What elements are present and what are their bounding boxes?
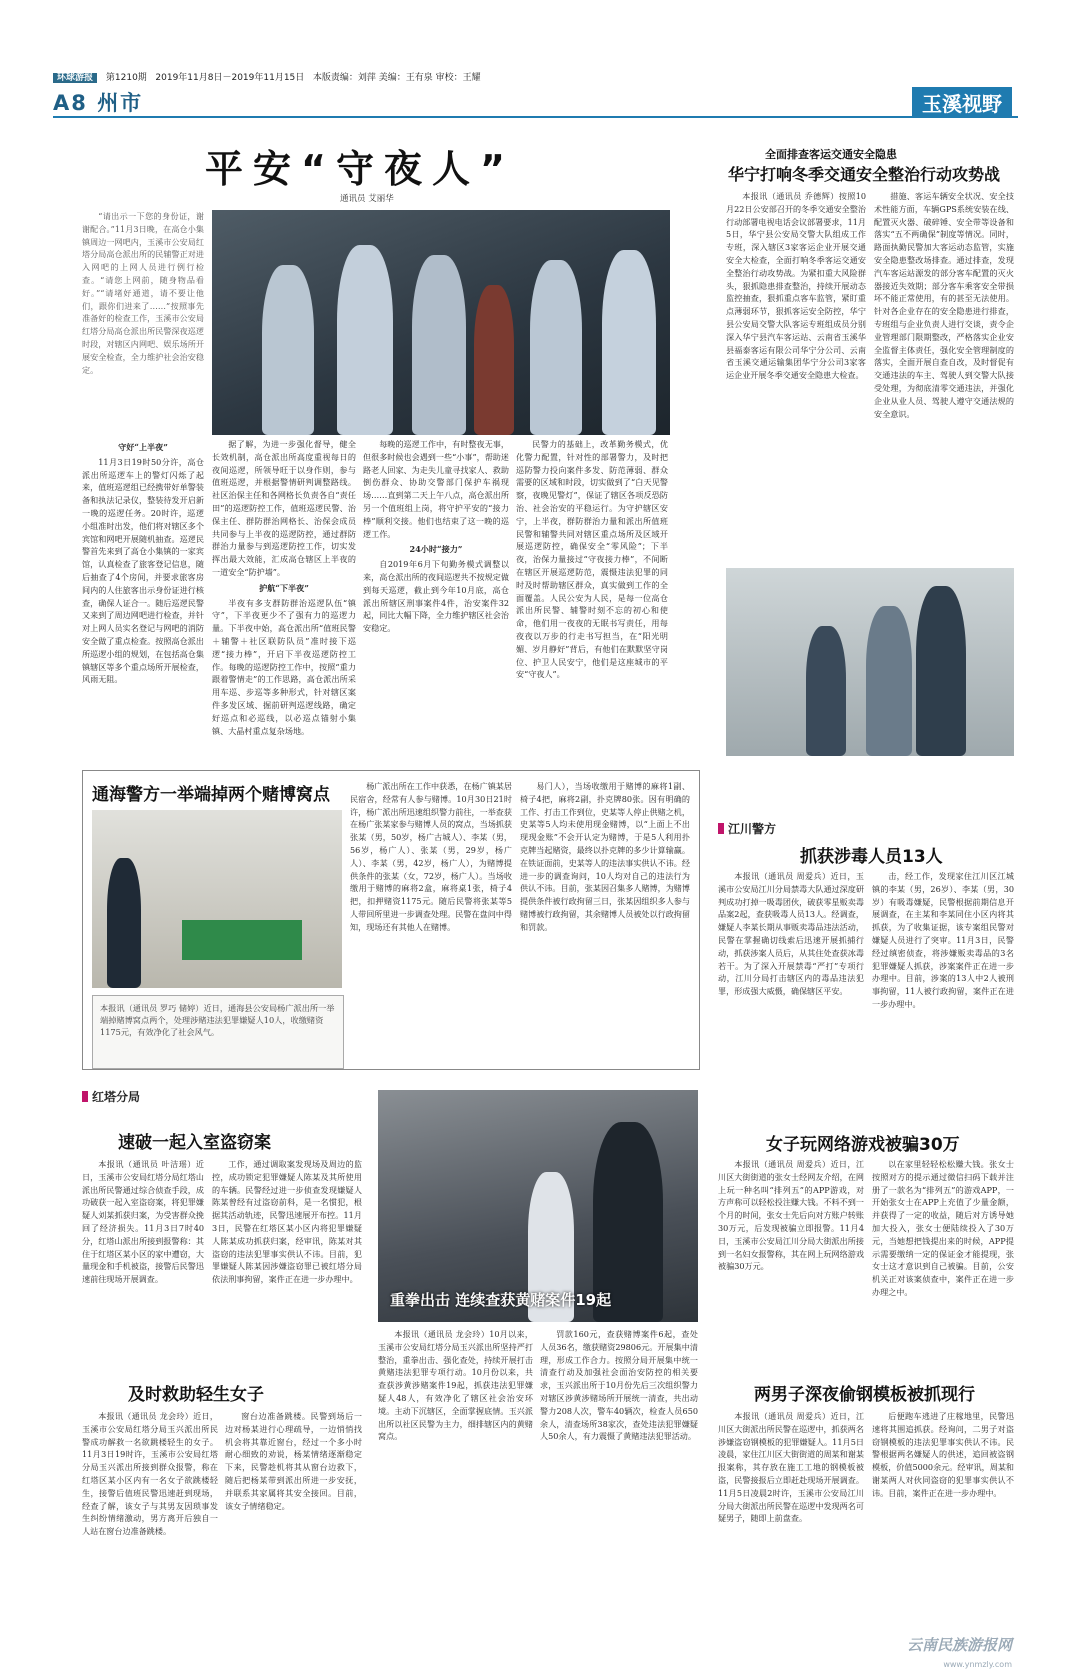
bus-inspection-photo xyxy=(726,568,1014,756)
page-number: A8 xyxy=(53,91,88,115)
page-name: 州市 xyxy=(97,91,144,115)
night-patrol-photo xyxy=(212,210,670,435)
issue-number: 第1210期 xyxy=(105,73,147,83)
gambling-caption: 本报讯（通讯员 罗巧 储婷）近日，通海县公安局杨广派出所一举端掉赌博窝点两个，处理涉赌违法犯罪嫌疑人10人，收缴赌资1175元，有效净化了社会风气。 xyxy=(92,995,344,1069)
burglary-col-1: 本报讯（通讯员 叶洁瑶）近日，玉溪市公安局红塔分局红塔山派出所民警通过综合侦查手段，成功破获一起入室盗窃案，将犯罪嫌疑人刘某抓获归案，为受害群众挽回了经济损失。11月3日7时40分，红塔山派出所接到报警称：其住于红塔区某小区的家中遭窃，大量现金和手机被盗，接警后民警迅速前往现场开展调查。 xyxy=(82,1159,204,1285)
gambling-col-2: 易门人），当场收缴用于赌博的麻将1副、椅子4把，麻将2副，扑克牌80张。因有明确的工作、打击工作到位，史某等人停止供赌之机，史某等5人均未使用现金赌博，以“上面上不出现现金账”不会开认定为赌博，于是5人利用扑克牌当起赌资，最终以扑克牌的多少计算输赢。在铁证面前，史某等人的违法事实供认不讳。经进一步的调查询问，10人均对自己的违法行为供认不讳。目前，张某因召集多人赌博，为赌博提供条件被行政拘留三日，张某因组织多人参与赌博被行政拘留，其余赌博人员被处以行政拘留和罚款。 xyxy=(520,781,690,932)
section-label: 玉溪视野 xyxy=(912,87,1012,118)
paper-logo: 环球游报 xyxy=(53,73,97,83)
main-intro: “请出示一下您的身份证，谢谢配合。”11月3日晚，在高仓小集镇周边一网吧内，玉溪市公安局红塔分局高仓派出所的民辅警正对进入网吧的上网人员进行例行检查。“请您上网前，随身物品看好。”“请堵好通道，请不要让他们，跟你们进来了……”按照事先准备好的检查工作，玉溪市公安局红塔分局高仓派出所民警深夜巡逻时段，对辖区内网吧、娱乐场所开展安全检查，全力维护社会治安稳定。 xyxy=(82,211,204,375)
steel-headline: 两男子深夜偷钢模板被抓现行 xyxy=(754,1385,975,1405)
drugs-headline: 抓获涉毒人员13人 xyxy=(800,847,943,867)
drugs-col-2: 击，经工作，发现家住江川区江城镇的李某（男，26岁）、李某（男，30岁）有吸毒嫌疑，民警根据前期信息开展调查，在主某和李某同住小区内将其抓获，为了收集证据，该专案组民警对嫌疑人员进行了突审。11月3日，民警经过缜密侦查，将涉嫌贩卖毒品的3名犯罪嫌疑人抓获，涉案案件正在进一步办理中。目前，涉案的13人中2人被刑事拘留，11人被行政拘留，案件正在进一步办理中。 xyxy=(872,871,1014,1009)
main-col-4: 民警力的基础上，改革勤务模式，优化警力配置，针对性的部署警力，及时把巡防警力投向案件多发、防范薄弱、群众需要的区域和时段，切实做到了“白天见警察，夜晚见警灯”，保证了辖区各项反恐防治、社会治安的平稳运行。为守护辖区安宁，上半夜，群防群治力量和派出所值班民警和辅警共同对辖区重点场所及区域开展巡逻防控，确保安全“零风险”；下半夜，治保力量接过“守夜接力棒”，不间断在辖区开展巡逻防范，震慑违法犯罪的同时及时帮助辖区群众，真实做到工作的全面覆盖。人民公安为人民，是每一位高仓派出所民警、辅警时刻不忘的初心和使命，他们用一夜夜的无眠书写责任，用每夜夜以万步的行走书写担当，在“阳光明媚、岁月静好”背后，有他们在默默坚守岗位、护卫人民安宁，他们是这座城市的平安“守夜人”。 xyxy=(516,439,668,680)
main-byline: 通讯员 艾丽华 xyxy=(340,194,394,204)
right-col-1: 本报讯（通讯员 乔德辉）按照10月22日公安部召开的冬季交通安全整治行动部署电视电话会议部署要求，11月5日，华宁县公安局交警大队组成工作专班，深入辖区3家客运企业开展交通安全大检查，全面打响冬季客运交通安全整治行动攻势战。为紧扣重大风险群头，狠抓隐患排查整治，持续开展动态监控抽查，狠抓重点客车监管，紧盯重点薄弱环节，狠抓客运安全防控，华宁县公安局交警大队客运专班组成员分别深入华宁县汽车客运站、云南省玉溪华县福泰客运有限公司华宁分公司、云南省玉溪交通运输集团华宁分公司3家客运企业开展冬季交通安全隐患大检查。 xyxy=(726,191,866,381)
site-watermark: 云南民族游报网 xyxy=(906,1636,1012,1654)
page-title xyxy=(53,87,143,117)
main-col-2: 据了解，为进一步强化督导，健全长效机制，高仓派出所高度重视每日的夜间巡逻，所领导旺于以身作则，参与值班巡逻，并根据警情研判调整路线。社区治保主任和各网格长负责各自“责任田”的巡逻防控工作，值班巡逻民警、治保主任、群防群治网格长、治保会成员共同参与上半夜的巡逻防控，通过群防群治力量参与到巡逻防控工作，切实发挥出最大效能，汇成高仓辖区上半夜的一道安全“防护墙”。 护航“下半夜” 半夜有多支群防群治巡逻队伍“镇守”，下半夜更少不了强有力的巡逻力量。下半夜中始，高仓派出所“值班民警＋辅警＋社区联防队员”准时接下巡逻“接力棒”，开启下半夜巡逻防控工作。每晚的巡逻防控工作中，按照“重力跟着警情走”的工作思路，高仓派出所采用车巡、步巡等多种形式，针对辖区案件多发区域、掘前研判巡逻线路，确定好巡点和必巡线，以必巡点锚射小集镇、大晶村重点复杂场地。 xyxy=(212,439,356,736)
crackdown-photo xyxy=(378,1090,698,1322)
right-headline: 华宁打响冬季交通安全整治行动攻势战 xyxy=(728,165,1001,184)
right-kicker: 全面排查客运交通安全隐患 xyxy=(765,148,897,161)
steel-col-2: 后便跑车逃进了庄稼地里，民警迅速将其围追抓获。经询问，二男子对盗窃钢模板的违法犯罪事实供认不讳。民警根据两名嫌疑人的供述，追回被盗钢模板，价值5000余元。经审讯，周某和谢某两人对伙同盗窃的犯罪事实供认不讳。目前，案件正在进一步办理中。 xyxy=(872,1411,1014,1498)
site-watermark-url: www.ynmzly.com xyxy=(943,1660,1012,1669)
hongta-section-tag: 红塔分局 xyxy=(82,1088,140,1105)
gambling-col-1: 杨广派出所在工作中获悉，在杨广镇某居民宿舍，经常有人参与赌博。10月30日21时许，杨广派出所迅速组织警力前往，一举查获在杨广张某家参与赌博人员的窝点，当场抓获张某（男，50岁，杨广古城人）、李某（男，56岁，杨广人）、张某（男，29岁，杨广人）、李某（男，42岁，杨广人），为赌博提供条件的张某（女，72岁，杨广人）。当场收缴用于赌博的麻将2盒，麻将桌1张，椅子4把，扣押赌资1175元。随后民警将张某等5人带回所里进一步调查处理。民警在盘问中得知，现场还有其他人在赌博。 xyxy=(350,781,512,932)
issue-dates: 2019年11月8日－2019年11月15日 xyxy=(155,73,305,83)
burglary-col-2: 工作，通过调取案发现场及周边的监控，成功锁定犯罪嫌疑人陈某及其所使用的车辆。民警经过进一步侦查发现嫌疑人陈某曾经有过盗窃前科，是一名惯犯，根据其活动轨迹，民警迅速展开布控。11月3日，民警在红塔区某小区内将犯罪嫌疑人陈某成功抓获归案，经审讯，陈某对其盗窃的违法犯罪事实供认不讳。目前，犯罪嫌疑人陈某因涉嫌盗窃罪已被红塔分局依法刑事拘留，案件正在进一步办理中。 xyxy=(212,1159,362,1285)
drugs-col-1: 本报讯（通讯员 周爱兵）近日，玉溪市公安局江川分局禁毒大队通过深度研判成功打掉一吸毒团伙，破获零星贩卖毒品案2起，查获吸毒人员13人。经调查，嫌疑人李某长期从事贩卖毒品违法活动，民警在掌握确切线索后迅速开展抓捕行动，抓获涉案人员后，从其住处查获冰毒若干。为了深入开展禁毒“严打”专项行动，江川分局打击辖区内的毒品违法犯罪，形成强大威慑，确保辖区平安。 xyxy=(718,871,864,997)
rescue-col-1: 本报讯（通讯员 龙会玲）近日，玉溪市公安局红塔分局玉兴派出所民警成功解救一名欲跳楼轻生的女子。11月3日19时许，玉溪市公安局红塔分局玉兴派出所接到群众报警，称在红塔区某小区内有一名女子欲跳楼轻生，接警后值班民警迅速赶到现场，经查了解，该女子与其男友因琐事发生纠纷情绪激动，男方离开后独自一人站在窗台边准备跳楼。 xyxy=(82,1411,218,1537)
fraud-headline: 女子玩网络游戏被骗30万 xyxy=(766,1135,960,1155)
right-col-2: 措施、客运车辆安全状况、安全技术性能方面，车辆GPS系统安装在线、配置灭火器、破碎锤、安全带等设备和落实“五不两确保”制度等情况。同时，路面执勤民警加大客运动态监管，实施安全隐患整改场排查。通过排查，发现汽车客运站源发的部分客车配置的灭火器接近失效期；部分客车乘客安全带损坏不能正常使用，有的甚至无法使用。针对各企业存在的安全隐患进行排查，专班组与企业负责人进行交谈，责令企业管理部门限期整改，严格落实企业安全监督主体责任，强化安全管理制度的落实，全面开展自查自改，及时督促有交通违法的车主、驾驶人到交警大队接受处理，为彻底清零交通违法，并强化企业从业人员、驾驶人遵守交通法规的安全意识。 xyxy=(874,191,1014,419)
fraud-col-1: 本报讯（通讯员 周爱兵）近日，江川区大街街道的张女士经网友介绍，在网上玩一种名叫“排列五”的APP游戏，对方声称可以轻松投注赚大钱。不料不到一个月的时间，张女士先后向对方账户转账30万元，后发现被骗立即报警。11月4日，玉溪市公安局江川分局大街派出所接到一名妇女报警称，其在网上玩网络游戏被骗30万元。 xyxy=(718,1159,864,1272)
masthead xyxy=(53,70,481,83)
crackdown-overlay-title: 重拳出击 连续查获黄赌案件19起 xyxy=(390,1291,612,1309)
jiangchuan-section-tag: 江川警方 xyxy=(718,820,776,837)
burglary-headline: 速破一起入室盗窃案 xyxy=(118,1133,271,1153)
main-col-1: 守好“上半夜” 11月3日19时50分许，高仓派出所巡逻车上的警灯闪烁了起来，值班巡逻组已经携带好单警装备和执法记录仪，整装待发开启新一晚的巡逻任务。20时许，巡逻小组准时出发，他们将对辖区多个宾馆和网吧开展随机抽查。巡逻民警首先来到了高仓小集镇的一家宾馆，认真检查了旅客登记信息，随后抽查了4个房间，并要求旅客房间内的人住旅客出示身份证进行核查，确保人证合一。随后巡逻民警又来到了周边网吧进行检查，并针对上网人员实名登记与网吧的消防安全做了重点检查。按照高仓派出所巡逻小组的规划，在包括高仓集镇辖区等多个重点场所开展检查，风雨无阻。 xyxy=(82,442,204,685)
fraud-col-2: 以在家里轻轻松松赚大钱。张女士按照对方的提示通过微信扫码下载并注册了一款名为“排列五”的游戏APP，一开始张女士在APP上充值了少量金额，并获得了一定的收益，随后对方诱导她加大投入，张女士便陆续投入了30万元，当她想把钱提出来的时候，APP提示需要缴纳一定的保证金才能提现，张女士这才意识到自己被骗。目前，公安机关正对该案侦查中，案件正在进一步办理之中。 xyxy=(872,1159,1014,1297)
crackdown-col-1: 本报讯（通讯员 龙会玲）10月以来，玉溪市公安局红塔分局玉兴派出所坚持严打整治，重拳出击、强化查处，持续开展打击黄赌违法犯罪专项行动。10月份以来，共查获涉黄涉赌案件19起，抓获违法犯罪嫌疑人48人，有效净化了辖区社会治安环境。主动下沉辖区，全面掌握底情。玉兴派出所以社区民警为主力，细排辖区内的黄赌窝点。 xyxy=(378,1329,533,1442)
header-rule xyxy=(53,116,1018,118)
gambling-raid-photo xyxy=(92,810,342,988)
crackdown-col-2: 罚款160元，查获赌博案件6起，查处人员36名，缴获赌资29806元。开展集中清理，形成工作合力。按照分局开展集中统一清查行动及加强社会面治安防控的相关要求，玉兴派出所于10月份先后三次组织警力对辖区涉黄涉赌场所开展统一清查，共出动警力208人次，警车40辆次，检查人员650余人，清查场所38家次，查处违法犯罪嫌疑人50余人，有力震慑了黄赌违法犯罪活动。 xyxy=(540,1329,698,1442)
rescue-headline: 及时救助轻生女子 xyxy=(128,1385,264,1405)
rescue-col-2: 窗台边准备跳楼。民警到场后一边对杨某进行心理疏导，一边悄悄找机会将其靠近窗台，经过一个多小时耐心细致的劝说，杨某情绪逐渐稳定下来，民警趁机将其从窗台边救下，随后把杨某带到派出所进一步安抚，并联系其家属将其安全接回。目前，该女子情绪稳定。 xyxy=(225,1411,362,1511)
editors-line: 本版责编：刘萍 美编：王有泉 审校：王耀 xyxy=(312,73,481,83)
main-headline: 平安“守夜人” xyxy=(205,147,515,191)
main-col-3: 每晚的巡逻工作中，有时整夜无事，但很多时候也会遇到一些“小事”，帮助迷路老人回家、为走失儿童寻找家人、救助倒伤群众、协助交警部门保护车祸现场……直到第二天上午八点，高仓派出所另一个值班组上岗，将守护平安的“接力棒”顺利交接。他们也结束了这一晚的巡逻工作。 24小时“接力” 自2019年6月下旬勤务模式调整以来，高仓派出所的夜间巡逻共不按规定做到每天巡逻，截止到今年10月底，高仓派出所辖区刑事案件4件，治安案件32起，同比大幅下降，全力维护辖区社会治安稳定。 xyxy=(363,439,509,634)
steel-col-1: 本报讯（通讯员 周爱兵）近日，江川区大街派出所民警在巡逻中，抓获两名涉嫌盗窃钢模板的犯罪嫌疑人。11月5日凌晨，家住江川区大街街道的周某和谢某报案称，其存放在施工工地的钢模板被盗，民警接报后立即赶赴现场开展调查。11月5日凌晨2时许，玉溪市公安局江川分局大街派出所民警在巡逻中发现两名可疑男子，随即上前盘查。 xyxy=(718,1411,864,1524)
gambling-headline: 通海警方一举端掉两个赌博窝点 xyxy=(92,785,330,805)
